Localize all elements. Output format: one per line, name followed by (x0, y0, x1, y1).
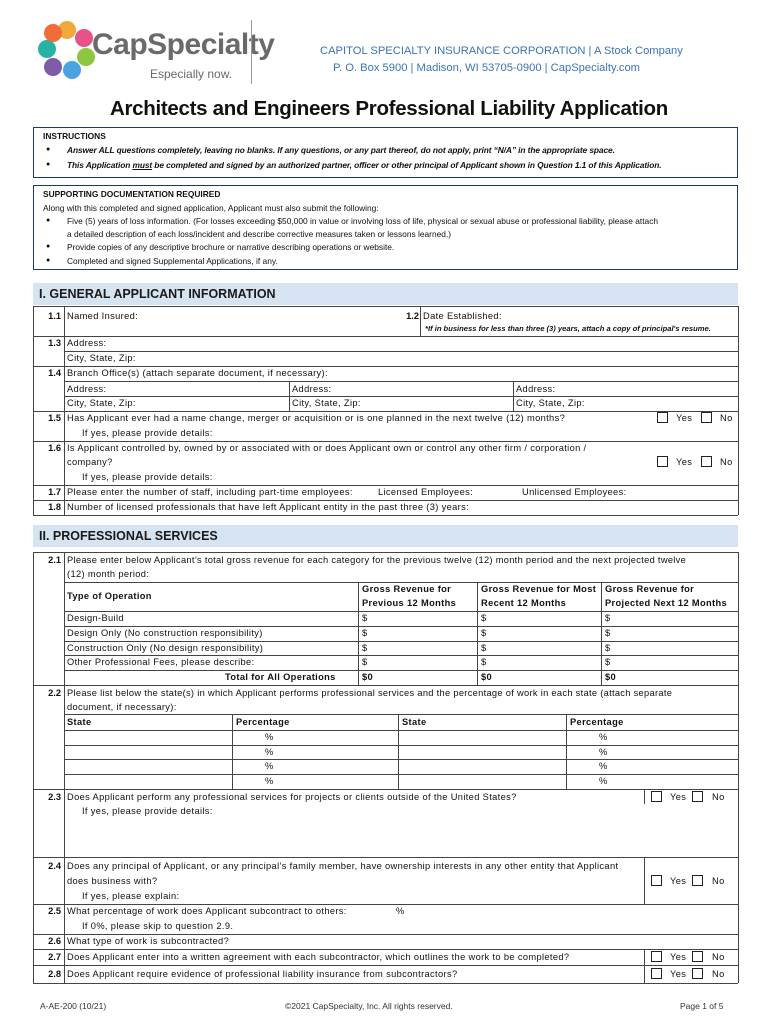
q2-5-number: 2.5 (48, 906, 61, 916)
q2-4-yes-label: Yes (670, 876, 687, 886)
q2-8-no-label: No (712, 969, 725, 979)
q1-1-number: 1.1 (48, 311, 61, 321)
instruction-2: This Application must be completed and signed by an authorized partner, officer or other principal of Applicant shown in Question 1.1 of this Application. (67, 160, 662, 170)
unlicensed-employees-label: Unlicensed Employees: (522, 487, 627, 497)
supporting-bullet-1b: a detailed description of each loss/incident and describe corrective measures taken or lessons learned.) (67, 229, 452, 239)
branch-2-city-label: City, State, Zip: (292, 398, 361, 408)
q2-7-no-label: No (712, 952, 725, 962)
page-title: Architects and Engineers Professional Liability Application (110, 97, 668, 120)
state-pct-cell[interactable]: % (599, 761, 608, 771)
branch-1-address-label: Address: (67, 384, 107, 394)
q1-2-number: 1.2 (406, 311, 419, 321)
col1-header-a: Gross Revenue for (362, 584, 452, 594)
q1-7-number: 1.7 (48, 487, 61, 497)
q2-7-label: Does Applicant enter into a written agreement with each subcontractor, which outlines the work to be completed? (67, 952, 570, 962)
q2-4-label-2: does business with? (67, 876, 158, 886)
branch-1-city-label: City, State, Zip: (67, 398, 136, 408)
q2-7-number: 2.7 (48, 952, 61, 962)
revenue-cell[interactable]: $ (605, 613, 611, 623)
q2-3-details-input[interactable] (210, 804, 730, 854)
q2-3-yes-checkbox[interactable] (651, 791, 662, 802)
supporting-box: SUPPORTING DOCUMENTATION REQUIRED Along with this completed and signed application, Applicant must also submit the following: ● Five (5) years of loss information. (For losses exceeding $50,000 in value or involving loss of life, physical or sexual abuse or professional liability, please attach a detailed description of each loss/incident and describe corrective measures taken or lessons learned.) ● Provide copies of any descriptive brochure or narrative describing operations or website. ● Completed and signed Supplemental Applications, if any. (33, 185, 738, 270)
q1-5-details-label: If yes, please provide details: (82, 428, 213, 438)
company-line: CAPITOL SPECIALTY INSURANCE CORPORATION | A Stock Company (320, 45, 683, 57)
q2-3-no-label: No (712, 792, 725, 802)
q1-5-yes-checkbox[interactable] (657, 412, 668, 423)
q1-5-details-input[interactable] (210, 426, 730, 440)
q1-5-yes-label: Yes (676, 413, 693, 423)
q2-4-no-checkbox[interactable] (692, 875, 703, 886)
address-input[interactable] (110, 336, 730, 350)
state-pct-cell[interactable]: % (599, 747, 608, 757)
q2-8-yes-label: Yes (670, 969, 687, 979)
q1-6-yes-label: Yes (676, 457, 693, 467)
revenue-row-label: Other Professional Fees, please describe: (67, 657, 255, 667)
supporting-intro: Along with this completed and signed application, Applicant must also submit the following: (43, 203, 379, 213)
revenue-row-label: Construction Only (No design responsibility) (67, 643, 264, 653)
q2-8-yes-checkbox[interactable] (651, 968, 662, 979)
q2-2-label-2: document, if necessary): (67, 702, 177, 712)
instructions-heading: INSTRUCTIONS (43, 131, 106, 141)
q2-3-number: 2.3 (48, 792, 61, 802)
state-header-2: State (402, 717, 427, 727)
q2-4-explain-input[interactable] (190, 889, 730, 903)
unlicensed-employees-input[interactable] (632, 485, 730, 499)
q1-6-details-input[interactable] (210, 470, 730, 484)
q1-5-number: 1.5 (48, 413, 61, 423)
q2-4-explain-label: If yes, please explain: (82, 891, 180, 901)
col3-header-b: Projected Next 12 Months (605, 598, 728, 608)
revenue-cell[interactable]: $ (605, 628, 611, 638)
q2-1-label-1: Please enter below Applicant’s total gross revenue for each category for the previous twelve (12) month period and the next projected twelve (67, 555, 687, 565)
revenue-cell[interactable]: $ (481, 643, 487, 653)
q2-3-no-checkbox[interactable] (692, 791, 703, 802)
q1-4-number: 1.4 (48, 368, 61, 378)
instructions-box: INSTRUCTIONS ● Answer ALL questions completely, leaving no blanks. If any questions, or any part thereof, do not apply, print “N/A” in the appropriate space. ● This Application must be completed and signed by an authorized partner, officer or other principal of Applicant shown in Question 1.1 of this Application. (33, 127, 738, 178)
brand-name: CapSpecialty (92, 28, 275, 61)
q1-3-number: 1.3 (48, 338, 61, 348)
revenue-cell[interactable]: $ (362, 613, 368, 623)
q2-5-pct: % (396, 906, 405, 916)
q1-6-details-label: If yes, please provide details: (82, 472, 213, 482)
brand-tagline: Especially now. (150, 67, 233, 81)
q2-4-no-label: No (712, 876, 725, 886)
supporting-heading: SUPPORTING DOCUMENTATION REQUIRED (43, 189, 221, 199)
q1-8-label: Number of licensed professionals that have left Applicant entity in the past three (3) years: (67, 502, 470, 512)
revenue-cell[interactable]: $ (362, 643, 368, 653)
state-pct-cell[interactable]: % (265, 732, 274, 742)
revenue-row-label: Design Only (No construction responsibility) (67, 628, 263, 638)
q1-8-number: 1.8 (48, 502, 61, 512)
q1-5-label: Has Applicant ever had a name change, merger or acquisition or is one planned in the next twelve (12) months? (67, 413, 566, 423)
q1-6-number: 1.6 (48, 443, 61, 453)
percentage-header-1: Percentage (236, 717, 290, 727)
instruction-1: Answer ALL questions completely, leaving no blanks. If any questions, or any part thereof, do not apply, print “N/A” in the appropriate space. (67, 145, 615, 155)
total-recent: $0 (481, 672, 493, 682)
address-line: P. O. Box 5900 | Madison, WI 53705-0900 | CapSpecialty.com (333, 62, 641, 74)
state-pct-cell[interactable]: % (265, 761, 274, 771)
revenue-cell[interactable]: $ (362, 657, 368, 667)
branch-3-address-label: Address: (516, 384, 556, 394)
col1-header-b: Previous 12 Months (362, 598, 457, 608)
revenue-cell[interactable]: $ (481, 657, 487, 667)
q2-5-label: What percentage of work does Applicant subcontract to others: (67, 906, 347, 916)
total-projected: $0 (605, 672, 617, 682)
col3-header-a: Gross Revenue for (605, 584, 695, 594)
q1-6-yes-checkbox[interactable] (657, 456, 668, 467)
state-pct-cell[interactable]: % (599, 776, 608, 786)
q1-6-no-label: No (720, 457, 733, 467)
supporting-bullet-1a: Five (5) years of loss information. (For losses exceeding $50,000 in value or involving loss of life, physical or sexual abuse or professional liability, please attach (67, 216, 659, 226)
q1-6-label-1: Is Applicant controlled by, owned by or associated with or does Applicant own or control any other firm / corporation / (67, 443, 587, 453)
col2-header-b: Recent 12 Months (481, 598, 567, 608)
subcontract-percent-input[interactable] (355, 904, 395, 918)
revenue-cell[interactable]: $ (605, 643, 611, 653)
city-state-zip-input[interactable] (145, 351, 730, 365)
branch-2-address-label: Address: (292, 384, 332, 394)
percentage-header-2: Percentage (570, 717, 624, 727)
q2-5-skip-note: If 0%, please skip to question 2.9. (82, 921, 234, 931)
type-of-operation-header: Type of Operation (67, 591, 152, 601)
copyright: ©2021 CapSpecialty, Inc. All rights reserved. (285, 1001, 453, 1011)
revenue-cell[interactable]: $ (481, 628, 487, 638)
q1-5-no-checkbox[interactable] (701, 412, 712, 423)
q1-6-no-checkbox[interactable] (701, 456, 712, 467)
q2-3-details-label: If yes, please provide details: (82, 806, 213, 816)
section-1-header: I. GENERAL APPLICANT INFORMATION (33, 283, 738, 305)
licensed-left-input[interactable] (490, 500, 730, 514)
q2-8-no-checkbox[interactable] (692, 968, 703, 979)
branch-3-city-label: City, State, Zip: (516, 398, 585, 408)
q2-7-yes-checkbox[interactable] (651, 951, 662, 962)
revenue-cell[interactable]: $ (481, 613, 487, 623)
revenue-row-label: Design-Build (67, 613, 124, 623)
date-established-input[interactable] (505, 308, 730, 323)
licensed-employees-input[interactable] (478, 485, 518, 499)
q2-6-input[interactable] (230, 934, 730, 948)
q2-3-label: Does Applicant perform any professional services for projects or clients outside of the United States? (67, 792, 517, 802)
form-id: A-AE-200 (10/21) (40, 1001, 107, 1011)
q1-2-label: Date Established: (423, 311, 502, 321)
q1-3-city-label: City, State, Zip: (67, 353, 136, 363)
q2-7-no-checkbox[interactable] (692, 951, 703, 962)
supporting-bullet-2: Provide copies of any descriptive brochure or narrative describing operations or website. (67, 242, 395, 252)
q2-4-label-1: Does any principal of Applicant, or any principal’s family member, have ownership interests in any other entity that Applicant (67, 861, 619, 871)
revenue-cell[interactable]: $ (605, 657, 611, 667)
q1-3-label: Address: (67, 338, 107, 348)
state-header-1: State (67, 717, 92, 727)
licensed-employees-label: Licensed Employees: (378, 487, 474, 497)
q2-6-label: What type of work is subcontracted? (67, 936, 230, 946)
q1-7-label: Please enter the number of staff, including part-time employees: (67, 487, 353, 497)
total-label: Total for All Operations (225, 672, 336, 682)
q2-4-yes-checkbox[interactable] (651, 875, 662, 886)
q1-6-label-2: company? (67, 457, 113, 467)
q1-5-no-label: No (720, 413, 733, 423)
q2-8-label: Does Applicant require evidence of professional liability insurance from subcontractors? (67, 969, 458, 979)
q2-3-yes-label: Yes (670, 792, 687, 802)
q2-4-number: 2.4 (48, 861, 61, 871)
q2-2-label-1: Please list below the state(s) in which Applicant performs professional services and the percentage of work in each state (attach separate (67, 688, 673, 698)
revenue-cell[interactable]: $ (362, 628, 368, 638)
q1-4-label: Branch Office(s) (attach separate document, if necessary): (67, 368, 328, 378)
capspecialty-logo-icon (36, 18, 98, 80)
q1-1-label: Named Insured: (67, 311, 139, 321)
supporting-bullet-3: Completed and signed Supplemental Applications, if any. (67, 256, 278, 266)
q1-2-note: *If in business for less than three (3) years, attach a copy of principal's resume. (425, 324, 711, 333)
q2-1-number: 2.1 (48, 555, 61, 565)
state-pct-cell[interactable]: % (265, 747, 274, 757)
state-pct-cell[interactable]: % (599, 732, 608, 742)
state-pct-cell[interactable]: % (265, 776, 274, 786)
q2-1-label-2: (12) month period: (67, 569, 150, 579)
q2-8-number: 2.8 (48, 969, 61, 979)
q2-7-yes-label: Yes (670, 952, 687, 962)
section-2-header: II. PROFESSIONAL SERVICES (33, 525, 738, 547)
page-number: Page 1 of 5 (680, 1001, 724, 1011)
q2-6-number: 2.6 (48, 936, 61, 946)
col2-header-a: Gross Revenue for Most (481, 584, 597, 594)
total-previous: $0 (362, 672, 374, 682)
named-insured-input[interactable] (140, 308, 390, 323)
q2-2-number: 2.2 (48, 688, 61, 698)
